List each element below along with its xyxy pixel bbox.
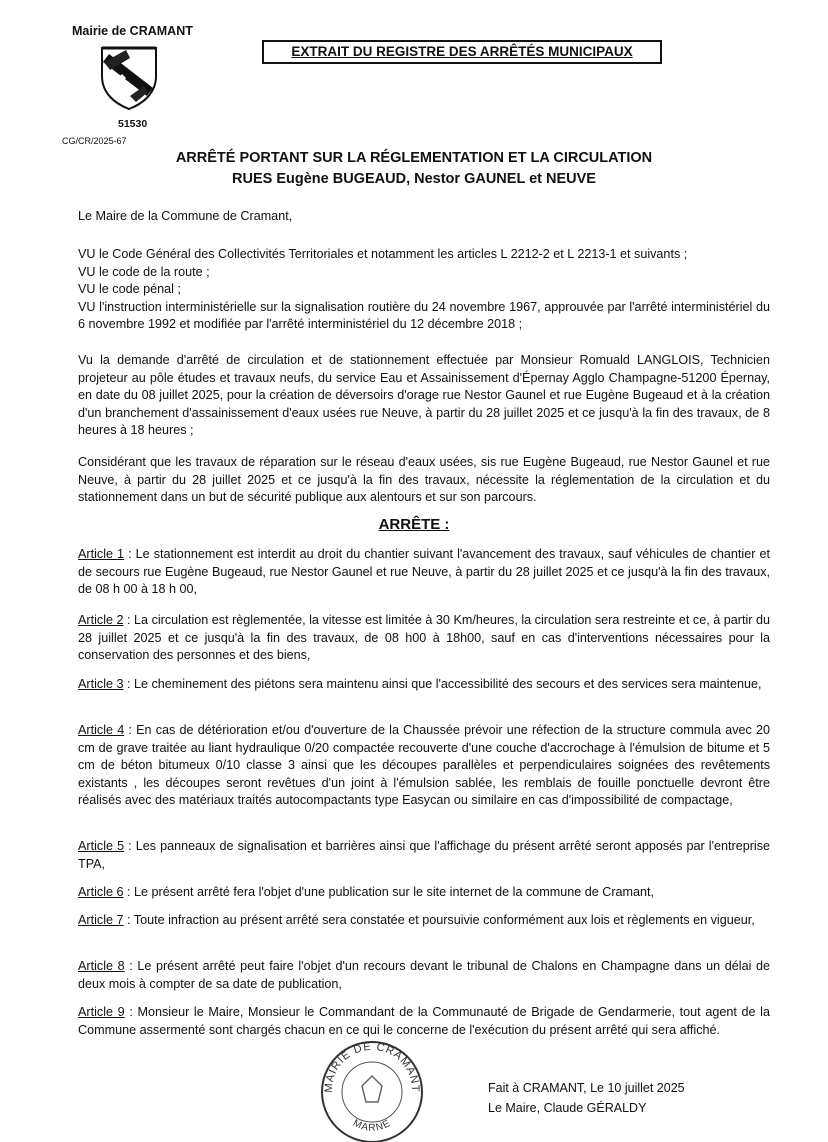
visas-section (78, 246, 770, 334)
article-text: : Le présent arrêté peut faire l'objet d'un recours devant le tribunal de Chalons en Champagne dans un délai de deux mois à compter de sa date de publication, (78, 959, 771, 991)
article-7 (78, 912, 770, 930)
article-text: : Toute infraction au présent arrêté sera constatée et poursuivie conformément aux lois et règlements en vigueur, (123, 913, 755, 927)
intro-text: Le Maire de la Commune de Cramant, (78, 209, 293, 223)
article-5 (78, 838, 770, 873)
article-text: : Les panneaux de signalisation et barrières ainsi que l'affichage du présent arrêté seront apposés par l'entreprise TPA, (78, 839, 770, 871)
mairie-seal-stamp (308, 1030, 434, 1142)
mairie-prefix: Mairie de (72, 24, 127, 38)
article-label: Article 1 (78, 547, 125, 561)
title-line-1: ARRÊTÉ PORTANT SUR LA RÉGLEMENTATION ET LA CIRCULATION (175, 150, 653, 166)
article-4 (78, 722, 770, 810)
article-3 (78, 676, 770, 694)
title-line-2: RUES Eugène BUGEAUD, Nestor GAUNEL et NEUVE (232, 171, 596, 187)
article-text: : Le présent arrêté fera l'objet d'une publication sur le site internet de la commune de Cramant, (123, 885, 655, 899)
signature-signatory: Le Maire, Claude GÉRALDY (488, 1101, 647, 1115)
article-2 (78, 612, 770, 665)
signature-block (488, 1078, 685, 1118)
demande-paragraph (78, 352, 770, 440)
visa-item: VU le Code Général des Collectivités Territoriales et notamment les articles L 2212-2 et L 2213-1 et suivants ; (78, 247, 688, 261)
svg-text:MARNE (351, 1118, 393, 1134)
considerant-text: Considérant que les travaux de réparation sur le réseau d'eaux usées, sis rue Eugène Bugeaud, rue Nestor Gaunel et rue Neuve, à partir du 28 juillet 2025 et ce jusqu'à la fin des travaux, nécessite la réglementation de la circulation et du stationnement dans un but de sécurité publique aux alentours et sur son parcours. (78, 455, 770, 504)
article-text: : La circulation est règlementée, la vitesse est limitée à 30 Km/heures, la circulation sera restreinte et ce, à partir du 28 juillet 2025 et ce jusqu'à la fin des travaux, de 08 h00 à 18h00, sauf en cas d'interventions nécessaires pour la conservation des personnes et des biens, (78, 613, 770, 662)
seal-emblem-icon (362, 1076, 382, 1102)
signature-place-date: Fait à CRAMANT, Le 10 juillet 2025 (488, 1081, 685, 1095)
register-title: EXTRAIT DU REGISTRE DES ARRÊTÉS MUNICIPAUX (262, 40, 662, 64)
svg-text:MAIRIE DE CRAMANT (323, 1041, 421, 1093)
visa-item: VU l'instruction interministérielle sur la signalisation routière du 24 novembre 1967, approuvée par l'arrêté interministériel du 6 novembre 1992 et modifiée par l'arrêté interministériel du 12 décembre 2018 ; (78, 299, 770, 331)
article-6 (78, 884, 770, 902)
article-text: : Monsieur le Maire, Monsieur le Commandant de la Communauté de Brigade de Gendarmerie, tout agent de la Commune assermenté sont chargés chacun en ce qui le concerne de l'exécution du présent arrêté qui sera affiché. (78, 1005, 770, 1037)
article-label: Article 2 (78, 613, 124, 627)
reference-number: CG/CR/2025-67 (62, 136, 127, 146)
article-1 (78, 546, 770, 599)
seal-bottom-text: MARNE (351, 1117, 393, 1134)
considerant-paragraph (78, 454, 770, 507)
article-text: : Le stationnement est interdit au droit du chantier suivant l'avancement des travaux, sauf véhicules de chantier et de secours rue Eugène Bugeaud, rue Nestor Gaunel et rue Neuve, à partir du 28 juillet 2025 et ce jusqu'à la fin des travaux, de 08 h 00 à 18 h 00, (78, 547, 770, 596)
arrete-heading: ARRÊTE : (378, 516, 450, 533)
article-text: : Le cheminement des piétons sera maintenu ainsi que l'accessibilité des secours et des services sera maintenue, (123, 677, 762, 691)
article-label: Article 8 (78, 959, 125, 973)
mairie-name (72, 24, 193, 38)
article-8 (78, 958, 770, 993)
article-label: Article 7 (78, 913, 124, 927)
demande-text: Vu la demande d'arrêté de circulation et de stationnement effectuée par Monsieur Romuald LANGLOIS, Technicien projeteur au pôle études et travaux neufs, du service Eau et Assainissement d'Épernay Agglo Champagne-51200 Épernay, en date du 08 juillet 2025, pour la création de déversoirs d'orage rue Nestor Gaunel et rue Eugène Bugeaud et à la création d'un branchement d'assainissement d'eaux usées rue Neuve, à partir du 28 juillet 2025 et ce jusqu'à la fin des travaux, de 8 heures à 18 heures ; (78, 353, 770, 437)
document-title (0, 148, 828, 190)
article-label: Article 9 (78, 1005, 125, 1019)
intro (78, 208, 770, 226)
article-label: Article 4 (78, 723, 125, 737)
coat-of-arms-icon (96, 42, 162, 112)
postcode: 51530 (118, 118, 148, 130)
article-text: : En cas de détérioration et/ou d'ouverture de la Chaussée prévoir une réfection de la structure commula avec 20 cm de grave traitée au liant hydraulique 0/20 compactée recouverte d'une couche d'accrochage à l'émulsion de bitume et 5 cm de béton bitumeux 0/10 classe 3 ainsi que les découpes parallèles et perpendiculaires soignées des revêtements existants , les découpes seront revêtues d'un joint à l'émulsion sablée, les remblais de fouille ponctuelle devront être réalisés avec des matériaux traités autocompactants type Easycan ou similaire en cas d'impossibilité de compactage, (78, 723, 770, 807)
seal-top-text: MAIRIE DE CRAMANT (322, 1040, 422, 1093)
article-label: Article 5 (78, 839, 125, 853)
article-label: Article 3 (78, 677, 124, 691)
visa-item: VU le code pénal ; (78, 282, 181, 296)
mairie-city: CRAMANT (129, 24, 193, 38)
article-label: Article 6 (78, 885, 124, 899)
visa-item: VU le code de la route ; (78, 264, 210, 279)
